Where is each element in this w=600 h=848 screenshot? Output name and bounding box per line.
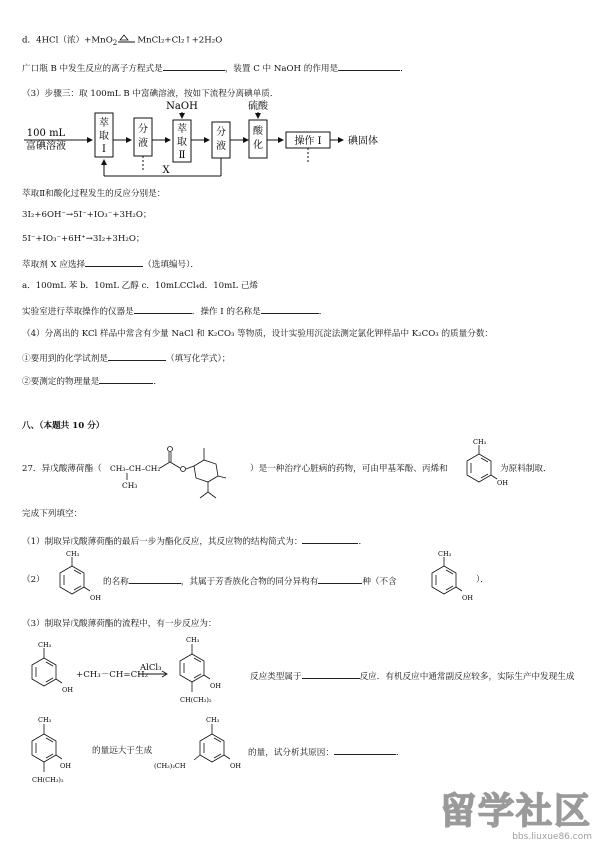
s4-text-b: 的量，试分析其原因： — [248, 748, 334, 758]
s2-text-e: ）． — [476, 575, 489, 585]
answer-blank[interactable] — [163, 61, 225, 71]
watermark-logo: 留学社区 — [439, 791, 592, 832]
reagent-naoh: NaOH — [166, 101, 198, 112]
s4-reason-line: 的量，试分析其原因： ． — [248, 745, 405, 759]
thymol-ch3: CH₃ — [186, 636, 200, 644]
q4-1-end: （填写化学式）； — [165, 354, 231, 364]
answer-blank[interactable] — [334, 745, 396, 755]
q4-part2: ②要测定的物理量是 ． — [22, 374, 162, 388]
fill-instruction: 完成下列填空： — [22, 509, 83, 519]
extractant-question — [22, 257, 199, 271]
cresol3-oh: OH — [462, 594, 473, 602]
q27-text-b: ）是一种治疗心脏病的药物，可由甲基苯酚、丙烯和 — [250, 464, 448, 474]
menthyl-isovalerate-structure — [108, 438, 248, 506]
q2-text-b: ，装置 C 中 NaOH 的作用是 — [224, 64, 339, 74]
box2-char1: 分 — [138, 124, 148, 135]
q27-text-a: 27．异戊酸薄荷酯（ — [22, 464, 102, 474]
catalyst-label: AlCl₃ — [140, 663, 162, 673]
box3-char3: Ⅱ — [178, 150, 186, 161]
isomer-left-ch3: CH₃ — [38, 716, 52, 724]
isomer-right-isopropyl: (CH₃)₂CH — [154, 762, 186, 770]
loop-label-x: X — [162, 165, 170, 176]
propene-reagent: +CH₃－CH=CH₂ — [76, 670, 149, 680]
option-d-sub: 2 — [112, 38, 118, 48]
instrument-question: 实验室进行萃取操作的仪器是 ．操作 Ⅰ 的名称是 ． — [22, 304, 327, 318]
instr-text-b: ．操作 Ⅰ 的名称是 — [191, 307, 261, 317]
cresol2-oh: OH — [90, 594, 101, 602]
s1-text: （1）制取异戊酸薄荷酯的最后一步为酯化反应，其反应物的结构简式为： — [22, 537, 303, 547]
option-d-right: MnCl₂+Cl₂↑+2H₂O — [137, 35, 223, 46]
box1-char2: 取 — [99, 131, 109, 142]
box6-label: 操作 Ⅰ — [294, 136, 322, 147]
s3-type-text-a: 反应类型属于 — [250, 672, 302, 682]
reactant-ch3: CH₃ — [38, 641, 52, 649]
isomer-left-oh: OH — [60, 762, 71, 770]
box2-char2: 液 — [138, 138, 148, 149]
flow-start-solution: 富碘溶液 — [26, 141, 66, 152]
q27-text-c: 为原料制取． — [500, 464, 552, 474]
s2-name-line — [103, 574, 397, 588]
cresol1-ch3: CH₃ — [473, 438, 487, 446]
cresol2-ch3: CH₃ — [66, 550, 80, 558]
watermark — [440, 792, 592, 842]
box5-char2: 化 — [253, 140, 263, 151]
reaction-type-line — [250, 669, 574, 683]
q2-line: 广口瓶 B 中发生反应的离子方程式是 ，装置 C 中 NaOH 的作用是 ． — [22, 61, 409, 75]
s2-text-b: 的名称 — [103, 577, 129, 587]
answer-blank[interactable] — [99, 374, 153, 384]
separation-flowchart — [18, 100, 438, 182]
q4-1-text: ①要用到的化学试剂是 — [22, 354, 108, 364]
option-d — [22, 34, 222, 49]
watermark-url: bbs.liuxue86.com — [512, 832, 592, 842]
cresol1-oh: OH — [497, 479, 508, 487]
reagent-sulfuric-acid: 硫酸 — [248, 101, 268, 112]
sub-question-1: （1）制取异戊酸薄荷酯的最后一步为酯化反应，其反应物的结构简式为： ． — [22, 534, 367, 548]
box4-char2: 液 — [216, 141, 226, 152]
cresol3-ch3: CH₃ — [438, 550, 452, 558]
extractant-q-end: （选填编号）． — [143, 260, 200, 270]
thymol-product — [168, 630, 254, 716]
reactant-oh: OH — [62, 686, 73, 694]
heat-arrow-icon — [117, 34, 137, 46]
q4-text: （4）分离出的 KCl 样品中常含有少量 NaCl 和 K₂CO₃ 等物质，设计实验用沉淀法测定氯化钾样品中 K₂CO₃ 的质量分数： — [22, 329, 494, 339]
s2-text-c: ，其属于芳香族化合物的同分异构有 — [180, 577, 319, 587]
answer-blank[interactable] — [302, 669, 360, 679]
isomer-right-ch3: CH₃ — [206, 716, 220, 724]
box3-char1: 萃 — [177, 124, 187, 135]
box1-char1: 萃 — [99, 118, 109, 129]
extractant-q-text: 萃取剂 X 应选择 — [22, 260, 86, 270]
reaction-arrow — [136, 660, 172, 684]
m-cresol-structure-2 — [48, 548, 106, 612]
sub-question-3: （3）制取异戊酸薄荷酯的流程中，有一步反应为： — [22, 619, 217, 629]
box4-char1: 分 — [216, 127, 226, 138]
q2-text-a: 广口瓶 B 中发生反应的离子方程式是 — [22, 64, 163, 74]
option-d-left: d．4HCl（浓）+MnO — [22, 35, 113, 46]
answer-blank[interactable] — [134, 304, 192, 314]
flow-start-volume: 100 mL — [26, 128, 66, 139]
m-cresol-reactant — [20, 636, 76, 706]
q3-line: （3）步骤三：取 100mL B 中富碘溶液，按如下流程分离碘单质． — [22, 89, 279, 99]
thymol-oh: OH — [210, 682, 221, 690]
reaction-2: 5I⁻+IO₃⁻+6H⁺→3I₂+3H₂O； — [22, 234, 145, 244]
reaction-1: 3I₂+6OH⁻→5I⁻+IO₃⁻+3H₂O； — [22, 210, 152, 220]
flow-end-product: 碘固体 — [348, 136, 378, 147]
q4-part1 — [22, 351, 230, 365]
ester-chain-label: CH₃–CH–CH₂ — [110, 464, 161, 473]
answer-blank[interactable] — [261, 304, 319, 314]
m-cresol-structure-3 — [420, 548, 478, 612]
answer-blank[interactable] — [338, 61, 400, 71]
instr-text-a: 实验室进行萃取操作的仪器是 — [22, 307, 134, 317]
q4-2-text: ②要测定的物理量是 — [22, 377, 100, 387]
reaction-intro: 萃取Ⅱ和酸化过程发生的反应分别是： — [22, 189, 166, 199]
s3-type-text-b: 反应．有机反应中通常副反应较多，实际生产中发现生成 — [359, 672, 575, 682]
answer-blank[interactable] — [108, 351, 166, 361]
box3-char2: 取 — [177, 137, 187, 148]
thymol-isopropyl: CH(CH₃)₂ — [180, 696, 212, 704]
box1-char3: Ⅰ — [102, 144, 106, 155]
extractant-options: a．100mL 苯 b．10mL 乙醇 c．10mLCCl₄d．10mL 己烯 — [22, 281, 258, 291]
isomer-right-oh: OH — [230, 762, 241, 770]
thymol-isomer-left — [20, 710, 90, 796]
isomer-left-isopropyl: CH(CH₃)₂ — [32, 776, 64, 784]
ester-methyl-label: CH₃ — [122, 481, 138, 490]
s4-text-a: 的量远大于生成 — [92, 746, 153, 756]
section-8-heading: 八、（本题共 10 分） — [22, 421, 105, 431]
s2-text-d: 种（不含 — [362, 577, 397, 587]
answer-blank[interactable] — [85, 257, 143, 267]
box5-char1: 酸 — [253, 126, 263, 137]
thymol-isomer-right — [152, 712, 248, 792]
s2-label: （2） — [22, 575, 45, 585]
answer-blank[interactable] — [318, 574, 362, 584]
answer-blank[interactable] — [302, 534, 358, 544]
answer-blank[interactable] — [129, 574, 181, 584]
